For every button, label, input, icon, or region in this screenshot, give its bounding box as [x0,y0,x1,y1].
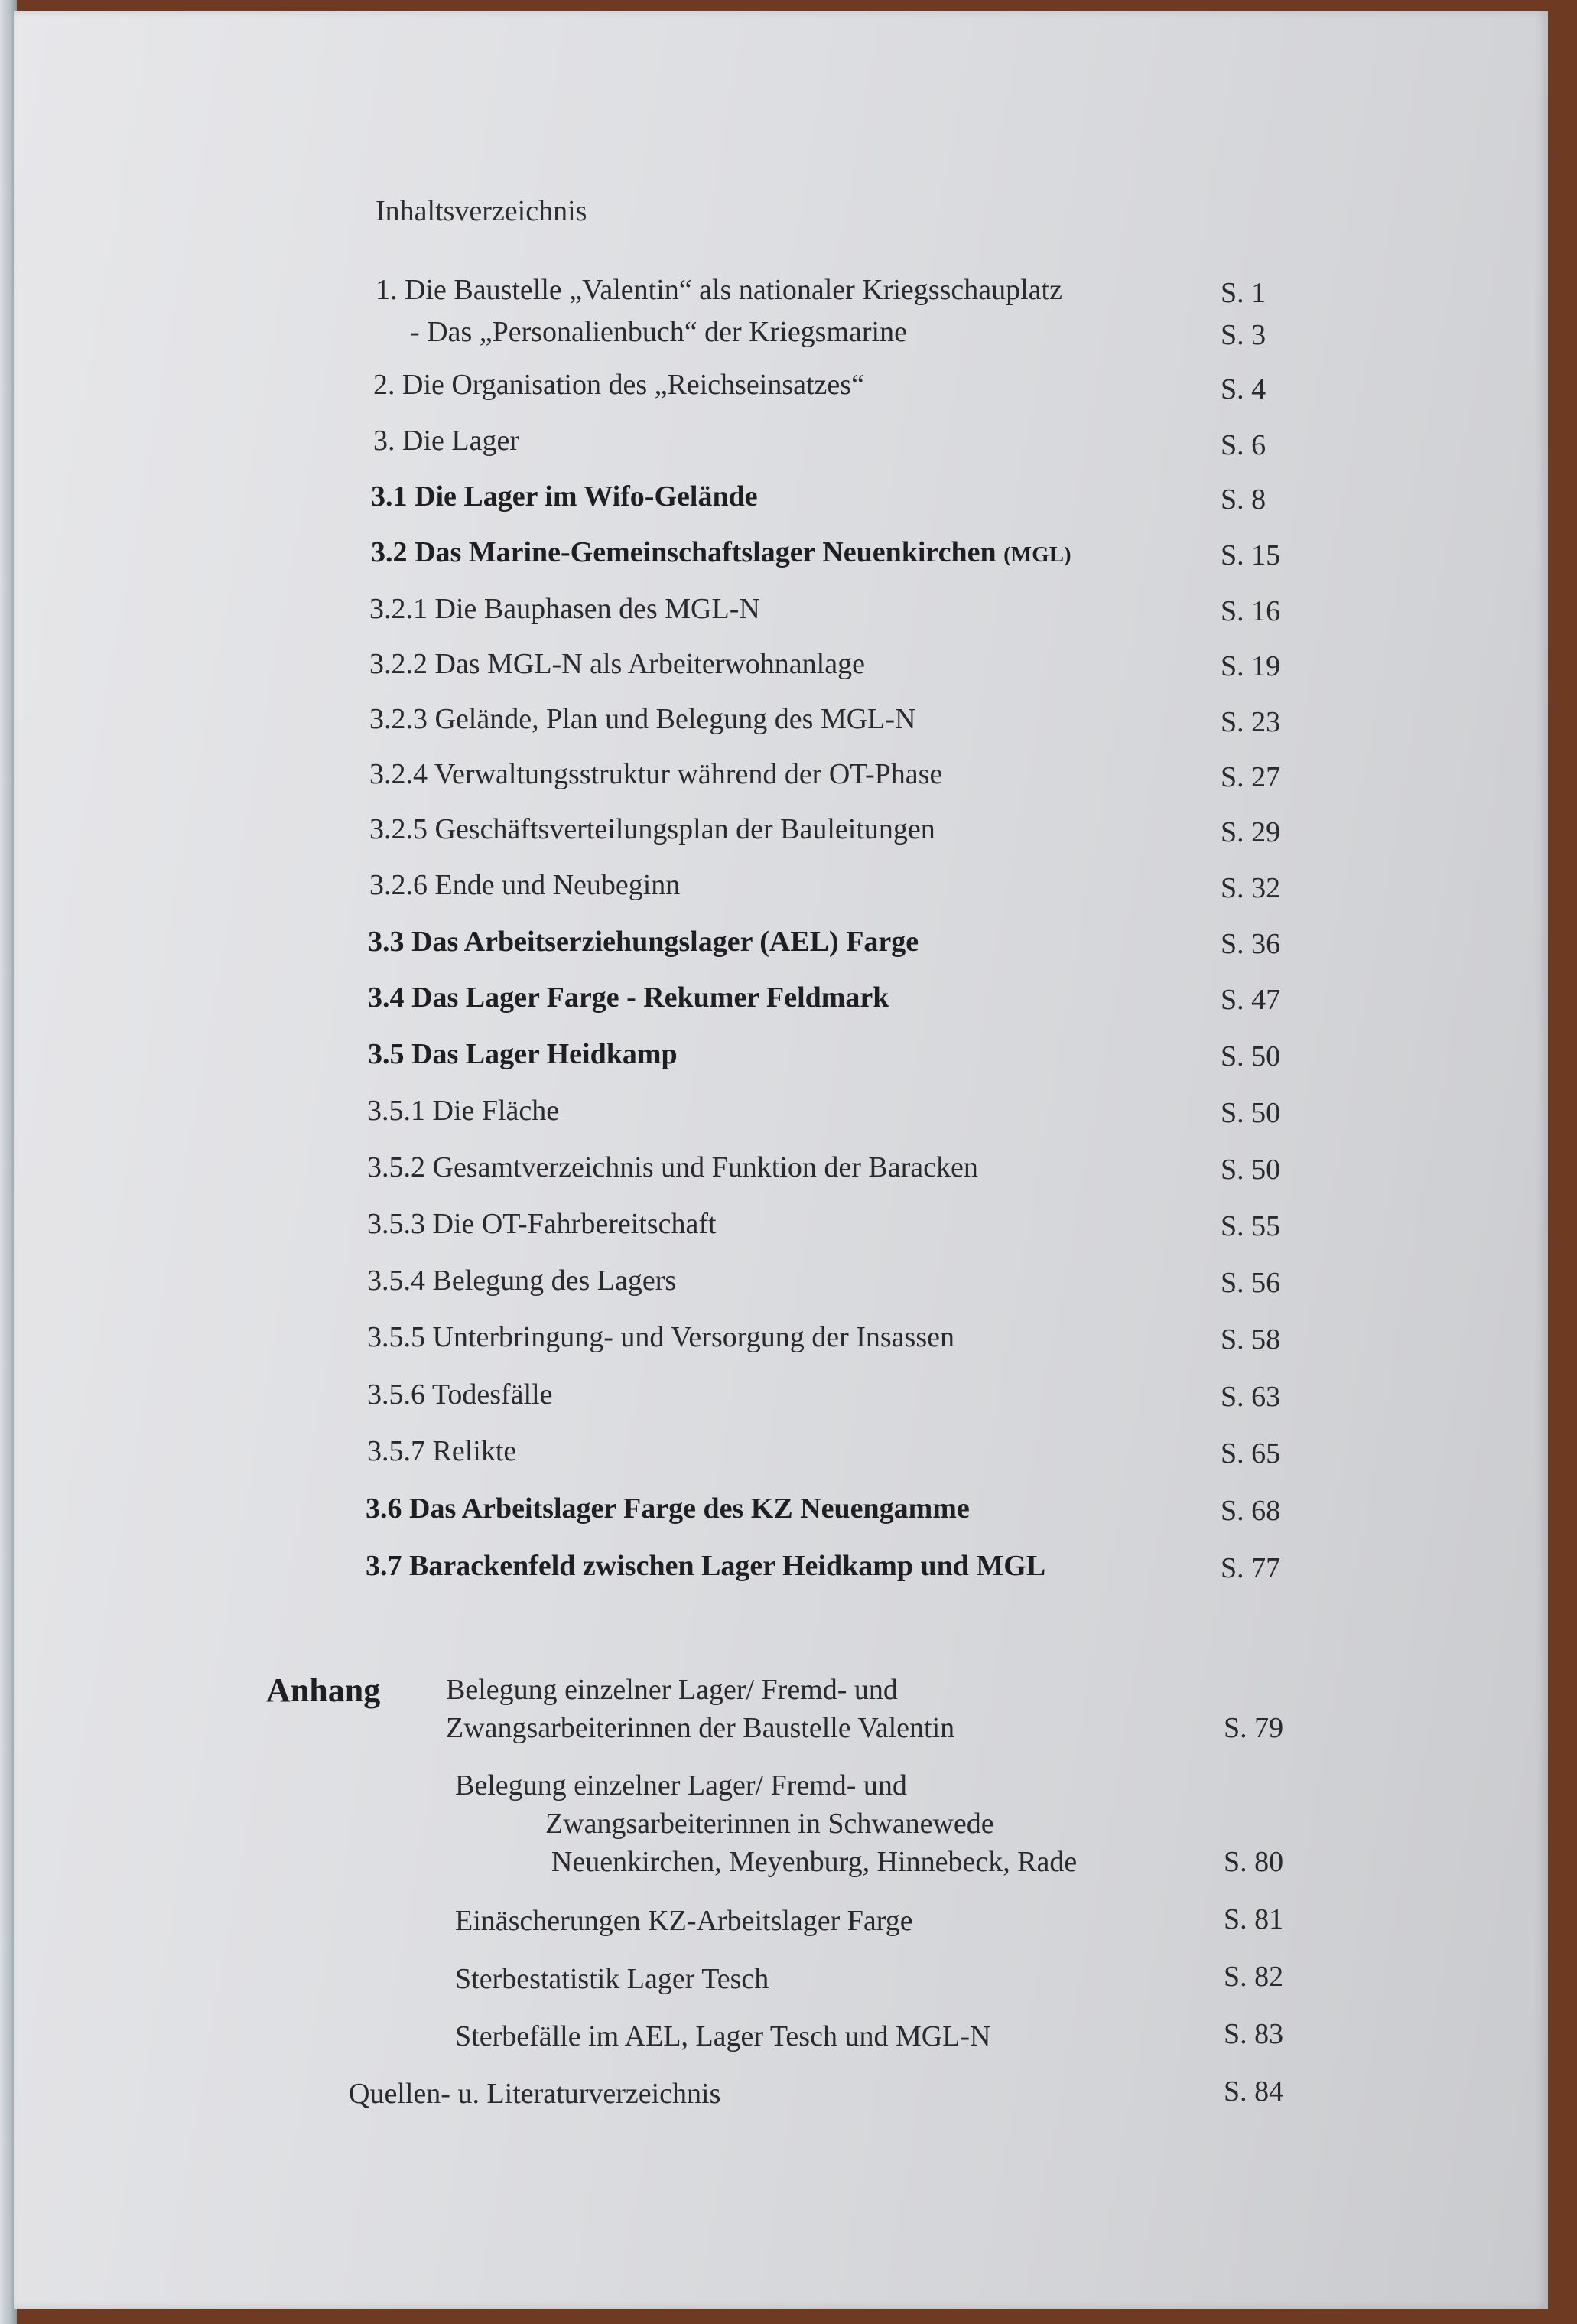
toc-page-3-3: S. 36 [1221,928,1281,960]
anhang-page-2: S. 80 [1224,1846,1284,1878]
page-title: Inhaltsverzeichnis [376,195,587,227]
toc-entry-3-2-5: 3.2.5 Geschäftsverteilungsplan der Bauleitungen [369,813,935,845]
toc-entry-2: 2. Die Organisation des „Reichseinsatzes“ [373,369,864,401]
toc-page-3-5-1: S. 50 [1221,1097,1281,1129]
toc-entry-3-5-3: 3.5.3 Die OT-Fahrbereitschaft [367,1208,717,1240]
toc-page-3-5-5: S. 58 [1221,1323,1281,1356]
toc-entry-3-5-6: 3.5.6 Todesfälle [367,1378,553,1411]
toc-page-1-sub: S. 3 [1221,319,1266,351]
anhang-item-2-line-1: Belegung einzelner Lager/ Fremd- und [455,1769,907,1802]
toc-entry-3-2 [371,535,1071,569]
toc-entry-3-5-1: 3.5.1 Die Fläche [367,1095,560,1127]
toc-entry-3-2-text: 3.2 Das Marine-Gemeinschaftslager Neuenkirchen [371,536,997,568]
toc-page-3-1: S. 8 [1221,483,1266,516]
toc-entry-1-sub: - Das „Personalienbuch“ der Kriegsmarine [410,316,907,348]
toc-entry-3-2-1: 3.2.1 Die Bauphasen des MGL-N [369,593,760,625]
toc-page-3-2-2: S. 19 [1221,650,1281,682]
anhang-label: Anhang [266,1671,381,1709]
toc-entry-3-4: 3.4 Das Lager Farge - Rekumer Feldmark [368,981,889,1014]
document-page [14,11,1548,2309]
anhang-item-4: Sterbestatistik Lager Tesch [455,1963,769,1995]
toc-page-3-2-3: S. 23 [1221,706,1281,738]
toc-page-3-6: S. 68 [1221,1495,1281,1527]
toc-page-3-5-2: S. 50 [1221,1154,1281,1186]
toc-page-2: S. 4 [1221,373,1266,405]
toc-entry-3-6: 3.6 Das Arbeitslager Farge des KZ Neuengamme [366,1492,970,1525]
toc-page-3-5: S. 50 [1221,1040,1281,1072]
anhang-page-3: S. 81 [1224,1903,1284,1935]
toc-page-1: S. 1 [1221,277,1266,309]
toc-page-3-2-5: S. 29 [1221,816,1281,848]
toc-page-3-5-7: S. 65 [1221,1437,1281,1470]
anhang-item-2-line-3: Neuenkirchen, Meyenburg, Hinnebeck, Rade [551,1846,1078,1878]
anhang-page-4: S. 82 [1224,1961,1284,1993]
toc-entry-3-5: 3.5 Das Lager Heidkamp [368,1038,678,1070]
sources-page: S. 84 [1224,2075,1284,2108]
toc-page-3-5-6: S. 63 [1221,1381,1281,1413]
toc-entry-3-7: 3.7 Barackenfeld zwischen Lager Heidkamp und MGL [366,1550,1046,1582]
toc-entry-3-2-4: 3.2.4 Verwaltungsstruktur während der OT-Phase [369,758,943,790]
toc-page-3-5-3: S. 55 [1221,1210,1281,1242]
sources-entry: Quellen- u. Literaturverzeichnis [349,2078,721,2110]
anhang-item-1-line-1: Belegung einzelner Lager/ Fremd- und [446,1674,898,1706]
anhang-page-5: S. 83 [1224,2018,1284,2050]
toc-page-3-2: S. 15 [1221,539,1281,571]
anhang-item-2-line-2: Zwangsarbeiterinnen in Schwanewede [545,1808,994,1840]
toc-page-3-7: S. 77 [1221,1552,1281,1584]
toc-entry-3-5-4: 3.5.4 Belegung des Lagers [367,1265,677,1297]
anhang-item-3: Einäscherungen KZ-Arbeitslager Farge [455,1905,913,1937]
toc-page-3-2-4: S. 27 [1221,761,1281,793]
toc-entry-3: 3. Die Lager [373,425,519,457]
anhang-page-1: S. 79 [1224,1712,1284,1744]
toc-page-3-4: S. 47 [1221,984,1281,1016]
toc-entry-3-3: 3.3 Das Arbeitserziehungslager (AEL) Farge [368,926,919,958]
toc-page-3-2-6: S. 32 [1221,872,1281,904]
toc-page-3-5-4: S. 56 [1221,1267,1281,1299]
anhang-item-5: Sterbefälle im AEL, Lager Tesch und MGL-N [455,2020,991,2052]
toc-entry-3-5-7: 3.5.7 Relikte [367,1435,517,1467]
toc-entry-1: 1. Die Baustelle „Valentin“ als nationaler Kriegsschauplatz [376,274,1062,306]
toc-entry-3-5-5: 3.5.5 Unterbringung- und Versorgung der Insassen [367,1321,954,1353]
toc-entry-3-2-suffix: (MGL) [1003,542,1071,567]
toc-entry-3-1: 3.1 Die Lager im Wifo-Gelände [371,480,758,513]
toc-entry-3-2-6: 3.2.6 Ende und Neubeginn [369,869,681,901]
toc-entry-3-2-3: 3.2.3 Gelände, Plan und Belegung des MGL-N [369,703,916,735]
anhang-item-1-line-2: Zwangsarbeiterinnen der Baustelle Valentin [446,1712,955,1744]
toc-entry-3-2-2: 3.2.2 Das MGL-N als Arbeiterwohnanlage [369,648,865,680]
toc-entry-3-5-2: 3.5.2 Gesamtverzeichnis und Funktion der Baracken [367,1151,978,1183]
toc-page-3: S. 6 [1221,429,1266,461]
toc-page-3-2-1: S. 16 [1221,595,1281,627]
